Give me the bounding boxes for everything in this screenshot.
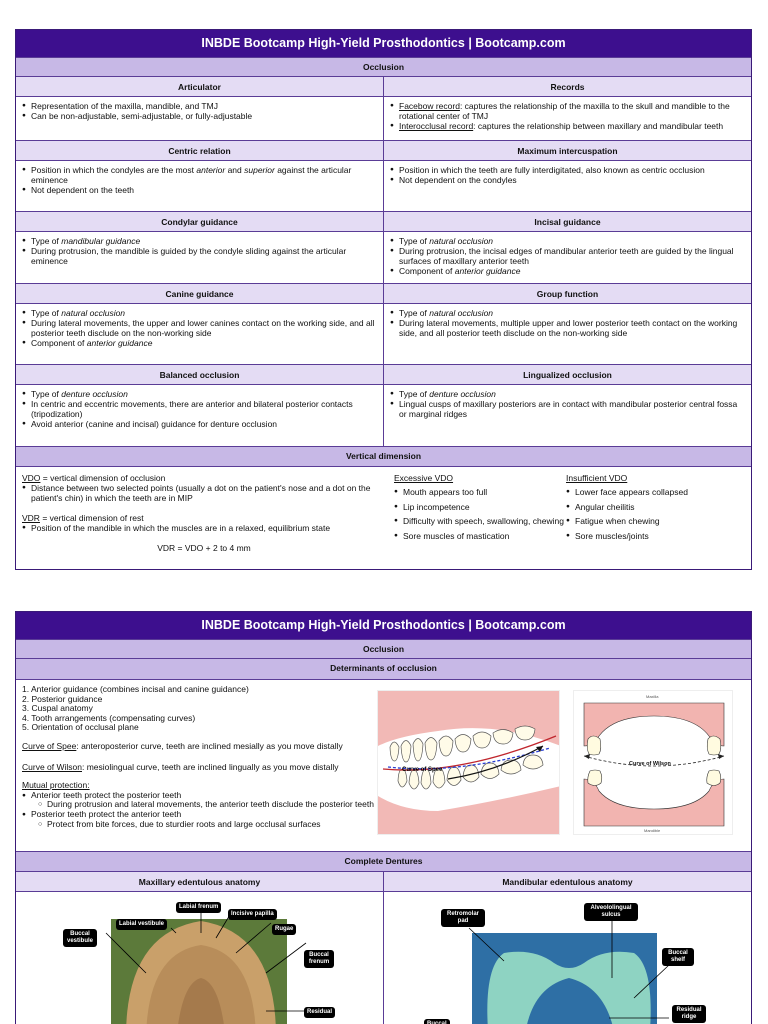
curve-of-spee-def: Curve of Spee: anteroposterior curve, teeth are inclined mesially as you move distally (22, 740, 343, 751)
excessive-vdo-item: ● Lip incompetence (394, 500, 566, 515)
section-occlusion: Occlusion (16, 57, 751, 77)
maxillary-anatomy-heading: Maxillary edentulous anatomy (16, 872, 383, 892)
excessive-vdo (386, 473, 566, 561)
label-rugae: Rugae (272, 924, 296, 935)
condylar-guidance-bullet: ● Type of mandibular guidance (22, 236, 377, 246)
group-function-bullet: ● During lateral movements, multiple upper and lower posterior teeth contact on the working side, and all posterior teeth disclude on the non-working side (390, 318, 745, 338)
row-centric (16, 140, 751, 211)
row-denture-occlusion (16, 364, 751, 446)
balanced-occlusion-bullet: ● Type of denture occlusion (22, 389, 377, 399)
balanced-occlusion-heading: Balanced occlusion (16, 365, 383, 385)
max-intercuspation-bullet: ● Not dependent on the condyles (390, 175, 745, 185)
vdr-formula: VDR = VDO + 2 to 4 mm (157, 543, 251, 553)
balanced-occlusion-bullet: ● In centric and eccentric movements, there are anterior and bilateral posterior contacts (tripodization) (22, 399, 377, 419)
condylar-guidance-cell (16, 212, 383, 283)
row-articulator-records (16, 77, 751, 140)
insufficient-vdo-item: ● Fatigue when chewing (566, 514, 736, 529)
vdo-bullet: ● Distance between two selected points (usually a dot on the patient's nose and a dot on the patient's chin) in which the teeth are in MIP (22, 483, 386, 503)
label-buccal-shelf: Buccal shelf (662, 948, 694, 966)
records-cell (383, 77, 751, 140)
mandible-label: Mandible (644, 828, 661, 833)
lingualized-occlusion-cell (383, 365, 751, 446)
label-residual: Residual (304, 1007, 335, 1018)
articulator-bullet: ● Representation of the maxilla, mandible, and TMJ (22, 101, 377, 111)
maxilla-label: Maxilla (646, 694, 659, 699)
mutual-protection-sub: ○ Protect from bite forces, due to sturdier roots and large occlusal surfaces (38, 820, 377, 830)
section-occlusion: Occlusion (16, 639, 751, 659)
curve-of-spee-label: Curve of Spee (402, 767, 443, 773)
row-guidance (16, 211, 751, 283)
excessive-vdo-heading: Excessive VDO (394, 473, 454, 483)
label-incisive-papilla: Incisive papilla (228, 909, 277, 920)
vdo-definition: VDO = vertical dimension of occlusion (22, 473, 166, 483)
sheet-title: INBDE Bootcamp High-Yield Prosthodontics | Bootcamp.com (16, 612, 751, 639)
canine-guidance-bullet: ● Type of natural occlusion (22, 308, 377, 318)
insufficient-vdo-item: ● Lower face appears collapsed (566, 485, 736, 500)
mutual-protection-heading: Mutual protection: (22, 780, 90, 791)
determinant-item: 2. Posterior guidance (22, 693, 103, 704)
determinant-item: 5. Orientation of occlusal plane (22, 722, 139, 733)
curve-of-wilson-diagram (573, 690, 733, 835)
edentulous-anatomy-row (16, 872, 751, 1024)
canine-guidance-heading: Canine guidance (16, 284, 383, 304)
condylar-guidance-heading: Condylar guidance (16, 212, 383, 232)
excessive-vdo-item: ● Difficulty with speech, swallowing, chewing (394, 514, 566, 529)
lingualized-occlusion-bullet: ● Type of denture occlusion (390, 389, 745, 399)
mandibular-anatomy-heading: Mandibular edentulous anatomy (384, 872, 751, 892)
max-intercuspation-bullet: ● Position in which the teeth are fully interdigitated, also known as centric occlusion (390, 165, 745, 175)
balanced-occlusion-bullet: ● Avoid anterior (canine and incisal) guidance for denture occlusion (22, 419, 377, 429)
insufficient-vdo-item: ● Angular cheilitis (566, 500, 736, 515)
vdo-vdr-definitions (22, 473, 386, 561)
excessive-vdo-item: ● Sore muscles of mastication (394, 529, 566, 544)
incisal-guidance-bullet: ● Type of natural occlusion (390, 236, 745, 246)
sheet-title: INBDE Bootcamp High-Yield Prosthodontics | Bootcamp.com (16, 30, 751, 57)
mandibular-anatomy-cell (383, 872, 751, 1024)
incisal-guidance-heading: Incisal guidance (384, 212, 751, 232)
articulator-cell (16, 77, 383, 140)
excessive-vdo-item: ● Mouth appears too full (394, 485, 566, 500)
articulator-heading: Articulator (16, 77, 383, 97)
canine-guidance-cell (16, 284, 383, 364)
lingualized-occlusion-heading: Lingualized occlusion (384, 365, 751, 385)
label-retromolar-pad: Retromolar pad (441, 909, 485, 927)
group-function-cell (383, 284, 751, 364)
curve-of-wilson-label: Curve of Wilson (629, 761, 671, 767)
determinant-item: 4. Tooth arrangements (compensating curves) (22, 712, 196, 723)
mutual-protection-bullet: ● Anterior teeth protect the posterior teeth (22, 791, 377, 801)
determinant-item: 1. Anterior guidance (combines incisal and canine guidance) (22, 684, 249, 694)
canine-guidance-bullet: ● During lateral movements, the upper and lower canines contact on the working side, and all posterior teeth disclude on the non-working side (22, 318, 377, 338)
articulator-bullet: ● Can be non-adjustable, semi-adjustable, or fully-adjustable (22, 111, 377, 121)
records-heading: Records (384, 77, 751, 97)
group-function-heading: Group function (384, 284, 751, 304)
incisal-guidance-cell (383, 212, 751, 283)
mutual-protection-sub: ○ During protrusion and lateral movements, the anterior teeth disclude the posterior teeth (38, 800, 377, 810)
canine-guidance-bullet: ● Component of anterior guidance (22, 338, 377, 348)
centric-relation-bullet: ● Not dependent on the teeth (22, 185, 377, 195)
row-canine-group (16, 283, 751, 364)
max-intercuspation-cell (383, 141, 751, 211)
maxillary-anatomy-cell (16, 872, 383, 1024)
condylar-guidance-bullet: ● During protrusion, the mandible is guided by the condyle sliding against the articular eminence (22, 246, 377, 266)
insufficient-vdo-heading: Insufficient VDO (566, 473, 628, 483)
label-alveololingual-sulcus: Alveololingual sulcus (584, 903, 638, 921)
determinant-item: 3. Cuspal anatomy (22, 703, 93, 714)
centric-relation-heading: Centric relation (16, 141, 383, 161)
label-labial-vestibule: Labial vestibule (116, 919, 167, 930)
centric-relation-cell (16, 141, 383, 211)
label-labial-frenum: Labial frenum (176, 902, 221, 913)
balanced-occlusion-cell (16, 365, 383, 446)
insufficient-vdo-item: ● Sore muscles/joints (566, 529, 736, 544)
complete-dentures-heading: Complete Dentures (16, 851, 751, 872)
incisal-guidance-bullet: ● During protrusion, the incisal edges of mandibular anterior teeth are guided by the lingual surfaces of maxillary anterior teeth (390, 246, 745, 266)
vdr-definition: VDR = vertical dimension of rest (22, 513, 144, 523)
vertical-dimension-heading: Vertical dimension (16, 446, 751, 467)
mutual-protection-bullet: ● Posterior teeth protect the anterior teeth (22, 810, 377, 820)
curve-of-wilson-def: Curve of Wilson: mesiolingual curve, teeth are inclined lingually as you move distally (22, 761, 339, 772)
vertical-dimension-body (16, 467, 751, 567)
determinants-heading: Determinants of occlusion (16, 659, 751, 680)
label-buccal-vestibule: Buccal vestibule (63, 929, 97, 947)
max-intercuspation-heading: Maximum intercuspation (384, 141, 751, 161)
determinants-body (16, 680, 751, 851)
label-buccal: Buccal (424, 1019, 450, 1024)
lingualized-occlusion-bullet: ● Lingual cusps of maxillary posteriors are in contact with mandibular posterior central fossa or marginal ridges (390, 399, 745, 419)
centric-relation-bullet: ● Position in which the condyles are the most anterior and superior against the articular eminence (22, 165, 377, 185)
insufficient-vdo (566, 473, 736, 561)
label-residual-ridge: Residual ridge (672, 1005, 706, 1023)
curve-of-spee-diagram (377, 690, 560, 835)
incisal-guidance-bullet: ● Component of anterior guidance (390, 266, 745, 276)
occlusion-sheet-2 (15, 611, 752, 1024)
group-function-bullet: ● Type of natural occlusion (390, 308, 745, 318)
label-buccal-frenum: Buccal frenum (304, 950, 334, 968)
interocclusal-record-item: ● Interocclusal record: captures the relationship between maxillary and mandibular teeth (390, 121, 745, 131)
occlusion-sheet-1 (15, 29, 752, 570)
facebow-record-item: ● Facebow record: captures the relationship of the maxilla to the skull and mandible to the rotational center of TMJ (390, 101, 745, 121)
vdr-bullet: ● Position of the mandible in which the muscles are in a relaxed, equilibrium state (22, 523, 386, 533)
curve-of-spee-illustration (378, 691, 560, 835)
determinants-text (22, 685, 377, 829)
